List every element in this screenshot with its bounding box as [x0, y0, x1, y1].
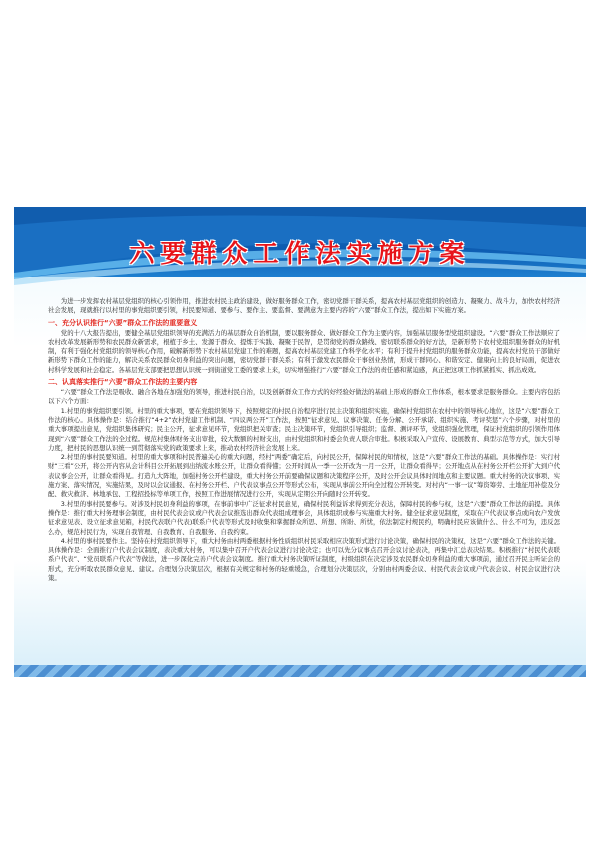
main-text [48, 297, 560, 583]
section-1-paragraph: 党的十八大报告提出，要健全基层党组织领导的充满活力的基层群众自治机制，要以服务群众、做好群众工作为主要内容，加强基层服务型党组织建设。“六要”群众工作法顺应了农村改革发展新形势和农民群众新需求，根植于乡土、发源于群众、提炼于实践、凝聚于民智，是贯彻党的群众路线、密切联系群众的好方法，是新形势下农村党组织服务群众的好机制，有利于强化村党组织的领导核心作用，破解新形势下农村基层党建工作的难题，提高农村基层党建工作科学化水平；有利于提升村党组织的服务群众功能，提高农村党员干部做好新形势下群众工作的能力，解决关系农民群众切身利益的突出问题，密切党群干群关系；有利于激发农民群众干事创业热情，形成干群同心、和谐安定、健康向上的良好局面，促进农村科学发展和社会稳定。各基层党支部要把思想认识统一到街道党工委的要求上来，切实增强推行“六要”群众工作法的责任感和紧迫感，真正把这项工作抓紧抓实、抓出成效。 [48, 328, 560, 374]
section-2-item-3: 3.村里的事村民要参与。对涉及村民切身利益的事项，在事前事中广泛征求村民意见，确保村民利益诉求得到充分表达，保障村民的参与权，这是“六要”群众工作法的前提。具体操作是：推行重大村务理事会制度，由村民代表会议或户代表会议推选出群众代表组成理事会，具体组织或参与实施重大村务。健全征求意见制度，采取在户代表议事点或向农户发放征求意见表、设立征求意见箱，村民代表联户代表)联系户代表等形式及时收集和掌握群众所思、所想、所盼、所忧，依法制定村规民约，明确村民应该做什么、什么不可为，违反怎么办，规范村民行为，实现自我管理、自我教育、自我服务、自我约束。 [48, 499, 560, 536]
section-1-heading: 一、充分认识推行“六要”群众工作法的重要意义 [48, 318, 198, 327]
section-2-item-2: 2.村里的事村民要知道。村里的重大事项和村民普遍关心的重大问题，经村“两委”确定后，向村民公开，保障村民的知情权，这是“六要”群众工作法的基础。具体操作是：实行村财“三看”公开，将公开内容从会计科目公开拓展到出纳流水账公开，让群众看得懂；公开时间从一季一公开改为一月一公开，让群众看得早；公开地点从在村务公开栏公开扩大到户代表议事会公开，让群众看得见。打造九大阵地，加强村务公开栏建设，重大村务公开前要确保议题和决策程序公开，及时公开会议具体时间地点和主要议题。重大村务的决议事项、实施方案、落实情况，实施结果，及时以会议通报、在村务公开栏、户代表议事点公开等形式公布，实现从事前公开向全过程公开转变。对村内“一事一议”筹资筹劳、土地征用补偿及分配、救灾救济、林地承包、工程招投标等单项工作，按照工作进展情况进行公开，实现从定期公开向随时公开转变。 [48, 453, 560, 499]
section-2-heading: 二、认真落实推行“六要”群众工作法的主要内容 [48, 378, 198, 387]
bottom-stripe-decoration [14, 665, 586, 677]
section-2-item-4: 4.村里的事村民要作主。坚持在村党组织领导下，重大村务由村两委根据村务性质组织村民采取相应决策形式进行讨论决策，确保村民的决策权，这是“六要”群众工作法的关键。具体操作是：全面推行户代表会议制度，表决重大村务，可以集中召开户代表会议进行讨论决定；也可以先分议事点召开会议讨论表决，再集中汇总表决结果。积极推行“村民代表联系户代表”、“党员联系户代表”等做法，进一步深化完善户代表会议制度。推行重大村务决策听证制度，村级组织在决定涉及农民群众切身利益的重大事项前，通过召开民主听证会的形式，充分听取农民群众意见、建议。合理划分决策层次，根据有关规定和村务的轻重缓急，合理划分决策层次，分别由村两委会议、村民代表会议或户代表会议、村民会议进行决策。 [48, 536, 560, 583]
poster-board [14, 207, 586, 677]
page-title: 六要群众工作法实施方案 [129, 239, 471, 268]
intro-paragraph: 为进一步发挥农村基层党组织的核心引领作用，推进农村民主政治建设，做好服务群众工作，密切党群干群关系，提高农村基层党组织的创造力、凝聚力、战斗力，加快农村经济社会发展，现就推行以村里的事党组织要引领，村民要知道、要参与、要作主、要监督、要满意为主要内容的“六要”群众工作法，提出如下实施方案。 [48, 297, 560, 315]
section-2-paragraph: “六要”群众工作法是吸收、融合各地在加强党的领导，推进村民自治，以及创新群众工作方式的好经验好做法的基础上形成的群众工作体系，根本要求是服务群众。主要内容包括以下六个方面： [48, 388, 560, 406]
section-2-item-1: 1.村里的事党组织要引领。村里的重大事项，要在党组织领导下，按照规定的村民自治程序进行民主决策和组织实施，确保村党组织在农村中的领导核心地位，这是“六要”群众工作法的核心。具体操作是：结合推行“4+2”农村党建工作机制、“四议两公开”工作法，按照“征求意见、议事决策、任务分解、公开承诺、组织实施、考评奖惩”六个步骤，对村里的重大事项提出意见，党组织集体研究；民主公开，征求意见环节，党组织把关审查；民主决策环节，党组织引导组织；监督、测评环节，党组织强化管理，保证村党组织的引领作用体现到“六要”群众工作法的全过程。规范村集体财务支出审批，较大数额的村财支出，由村党组织和村委会负责人联合审批。积极采取入户宣传、设展教育、典型示范等方式，加大引导力度，把村民的思想认识统一到贯彻落实党的政策要求上来，推动农村经济社会发展上来。 [48, 406, 560, 452]
